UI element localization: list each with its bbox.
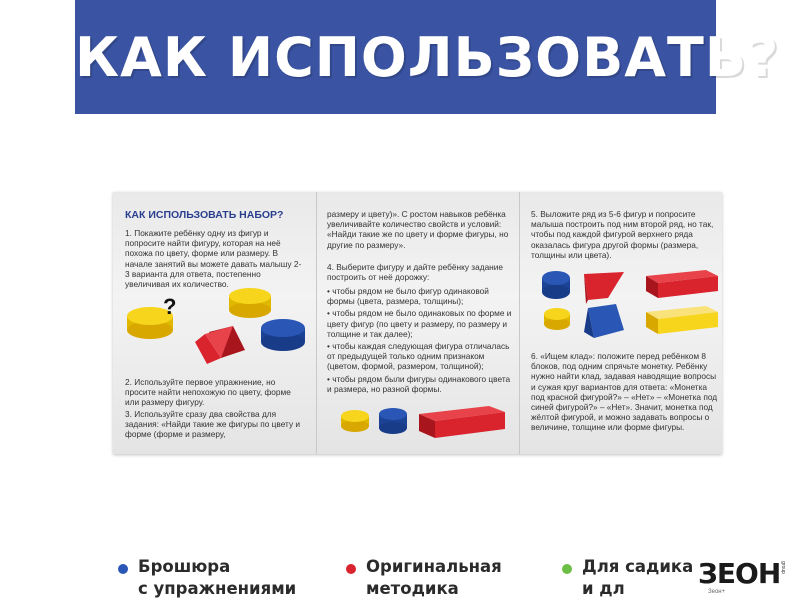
shapes-illustration-3 xyxy=(528,268,718,344)
bullet-item: • чтобы рядом не было одинаковых по форме и цвету фигур (по цвету и размеру, по размеру и толщине и так далее); xyxy=(327,308,512,339)
col2-intro-text: размеру и цвету)». С ростом навыков ребёнка увеличивайте количество свойств и условий: «Найди такие же по цвету и форме фигуры, но другие по размеру». xyxy=(327,209,509,250)
feature-line-2: методика xyxy=(366,579,459,598)
red-dot-icon xyxy=(346,564,356,574)
step-2-text: 2. Используйте первое упражнение, но просите найти непохожую по цвету, форме или размеру фигуру. xyxy=(125,377,291,408)
logo-text: ЗЕОН xyxy=(698,557,781,590)
blue-dot-icon xyxy=(118,564,128,574)
red-rectangle-shape xyxy=(419,406,505,438)
feature-kindergarten xyxy=(562,556,698,600)
shapes-illustration-1 xyxy=(121,288,311,368)
yellow-rectangle-shape xyxy=(646,306,718,334)
feature-text xyxy=(138,556,296,600)
step-6-text: 6. «Ищем клад»: положите перед ребёнком 8 блоков, под одним спрячьте монетку. Ребёнку нужно найти клад, задавая наводящие вопросы и сужая круг вариантов для ответа: «Монетка под красной фигурой?» – «Нет» – «Монетка под синей фигурой?» – «Нет». Значит, монетка под жёлтой фигурой, и можно задавать вопросы о величине, толщине или форме фигуры. xyxy=(531,351,718,433)
blue-triangle-shape xyxy=(584,304,624,338)
bullet-item: • чтобы каждая следующая фигура отличалась от предыдущей только одним признаком (цветом, формой, размером, толщиной); xyxy=(327,341,510,372)
logo-subtext: Зеон+ xyxy=(708,589,726,595)
question-mark: ? xyxy=(163,294,177,319)
feature-line-1: Для садика xyxy=(582,557,694,576)
step-5-text: 5. Выложите ряд из 5-6 фигур и попросите малыша построить под ним второй ряд, но так, чтобы под каждой фигурой верхнего ряда оказалась фигура другой формы (размера, толщины или цвета). xyxy=(531,209,714,260)
page-title: КАК ИСПОЛЬЗОВАТЬ? xyxy=(75,26,780,89)
yellow-cylinder-shape xyxy=(229,288,271,318)
yellow-cylinder-shape xyxy=(341,410,369,432)
feature-line-1: Оригинальная xyxy=(366,557,502,576)
green-dot-icon xyxy=(562,564,572,574)
booklet-image xyxy=(113,192,722,454)
step-1-text: 1. Покажите ребёнку одну из фигур и попросите найти фигуру, которая на неё похожа по цвету, форме или размеру. В начале занятий вы можете давать малышу 2-3 варианта для ответа, постепенно увеличивая их количество. xyxy=(125,228,302,290)
brand-logo xyxy=(698,557,788,597)
red-triangle-shape xyxy=(195,326,245,364)
blue-cylinder-shape xyxy=(379,408,407,434)
logo-side-text: group xyxy=(780,561,786,574)
booklet-column-1 xyxy=(113,192,316,454)
feature-line-1: Брошюра xyxy=(138,557,231,576)
booklet-heading: КАК ИСПОЛЬЗОВАТЬ НАБОР? xyxy=(125,209,284,221)
red-triangle-shape xyxy=(584,272,624,304)
bullet-item: • чтобы рядом не было фигур одинаковой формы (цвета, размера, толщины); xyxy=(327,286,489,307)
booklet-column-3 xyxy=(519,192,723,454)
yellow-cylinder-shape xyxy=(544,308,570,330)
step-3-text: 3. Используйте сразу два свойства для задания: «Найди такие же фигуры по цвету и форме (форме и размеру, xyxy=(125,409,301,440)
blue-cylinder-shape xyxy=(542,271,570,299)
red-rectangle-shape xyxy=(646,270,718,298)
shapes-illustration-2 xyxy=(339,404,509,444)
feature-line-2: и дл xyxy=(582,579,625,598)
feature-text xyxy=(366,556,502,600)
blue-cylinder-shape xyxy=(261,319,305,351)
feature-text xyxy=(582,556,693,600)
feature-line-2: с упражнениями xyxy=(138,579,297,598)
bullet-item: • чтобы рядом были фигуры одинакового цвета и размера, но разной формы. xyxy=(327,373,511,394)
step-4-bullets xyxy=(327,286,515,396)
step-4-text: 4. Выберите фигуру и дайте ребёнку задание построить от неё дорожку: xyxy=(327,262,504,283)
booklet-column-2 xyxy=(316,192,520,454)
title-banner xyxy=(75,0,780,114)
